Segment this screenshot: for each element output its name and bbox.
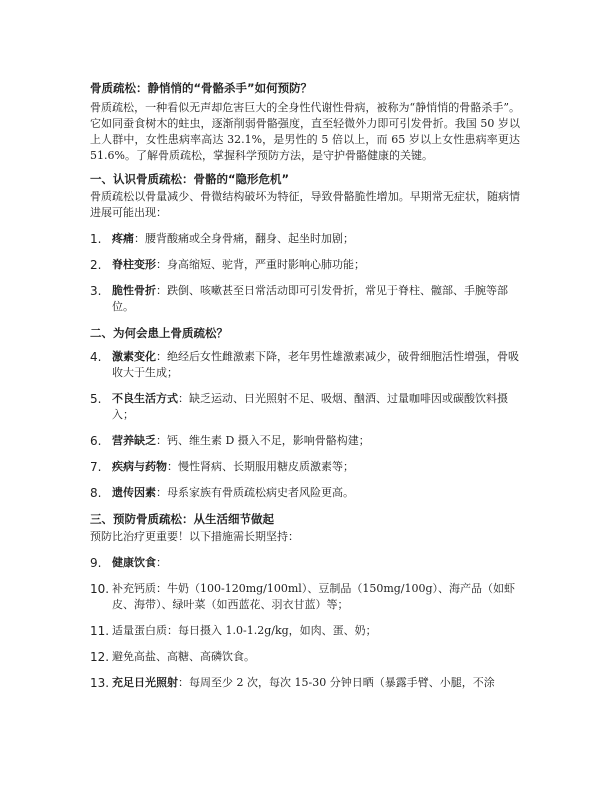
list-term: 脆性骨折 [112, 284, 156, 297]
list-item [90, 433, 520, 449]
list-text: ：腰背酸痛或全身骨痛，翻身、起坐时加剧； [134, 232, 354, 245]
list-number: 1. [90, 232, 102, 246]
section3-intro: 预防比治疗更重要！以下措施需长期坚持： [90, 530, 299, 543]
list-number: 12. [90, 650, 110, 664]
list-item [90, 391, 520, 423]
list-term: 健康饮食 [112, 556, 156, 569]
list-number: 2. [90, 258, 102, 272]
intro-paragraph: 骨质疏松，一种看似无声却危害巨大的全身性代谢性骨病，被称为“静悄悄的骨骼杀手”。它如同蚕食树木的蛀虫，逐渐削弱骨骼强度，直至轻微外力即可引发骨折。我国 50 岁以上人群中，女性患病率高达 32.1%，是男性的 5 倍以上，而 65 岁以上女性患病率更达 51.6%。了解骨质疏松，掌握科学预防方法，是守护骨骼健康的关键。 [90, 101, 520, 162]
symptom-list [90, 231, 520, 315]
list-text: ：绝经后女性雌激素下降，老年男性雄激素减少，破骨细胞活性增强，骨吸收大于生成； [112, 350, 519, 379]
list-text: ：钙、维生素 D 摄入不足，影响骨骼构建； [156, 434, 370, 447]
document-title: 骨质疏松：静悄悄的“骨骼杀手”如何预防？ [90, 81, 313, 95]
section-heading-3: 三、预防骨质疏松：从生活细节做起 [90, 512, 274, 526]
list-text: ：跌倒、咳嗽甚至日常活动即可引发骨折，常见于脊柱、髋部、手腕等部位。 [112, 284, 508, 313]
list-item [90, 257, 520, 273]
list-text: ：慢性肾病、长期服用糖皮质激素等； [167, 460, 354, 473]
list-item [90, 581, 520, 613]
list-term: 充足日光照射 [112, 676, 178, 689]
cause-list [90, 349, 520, 501]
section1-intro: 骨质疏松以骨量减少、骨微结构破坏为特征，导致骨骼脆性增加。早期常无症状，随病情进展可能出现： [90, 190, 520, 219]
list-item [90, 349, 520, 381]
list-number: 13. [90, 676, 110, 690]
list-text: 补充钙质：牛奶（100-120mg/100ml）、豆制品（150mg/100g）、海产品（如虾皮、海带）、绿叶菜（如西蓝花、羽衣甘蓝）等； [112, 582, 516, 611]
list-text: ： [156, 556, 167, 569]
list-text: ：缺乏运动、日光照射不足、吸烟、酗酒、过量咖啡因或碳酸饮料摄入； [112, 392, 508, 421]
list-item [90, 283, 520, 315]
list-item [90, 623, 520, 639]
list-text: 适量蛋白质：每日摄入 1.0-1.2g/kg，如肉、蛋、奶； [112, 624, 377, 637]
list-text: 避免高盐、高糖、高磷饮食。 [112, 650, 255, 663]
list-text: ：母系家族有骨质疏松病史者风险更高。 [156, 486, 354, 499]
list-term: 遗传因素 [112, 486, 156, 499]
list-number: 9. [90, 556, 102, 570]
list-number: 5. [90, 392, 102, 406]
list-term: 不良生活方式 [112, 392, 178, 405]
list-term: 激素变化 [112, 350, 156, 363]
list-term: 疾病与药物 [112, 460, 167, 473]
list-number: 8. [90, 486, 102, 500]
list-item [90, 231, 520, 247]
list-number: 6. [90, 434, 102, 448]
list-item [90, 675, 520, 691]
list-number: 7. [90, 460, 102, 474]
list-item [90, 485, 520, 501]
list-number: 3. [90, 284, 102, 298]
list-text: ：每周至少 2 次，每次 15-30 分钟日晒（暴露手臂、小腿，不涂 [178, 676, 495, 689]
list-text: ：身高缩短、驼背，严重时影响心肺功能； [156, 258, 365, 271]
list-number: 10. [90, 582, 110, 596]
section-heading-2: 二、为何会患上骨质疏松？ [90, 326, 228, 340]
list-term: 疼痛 [112, 232, 134, 245]
list-item [90, 649, 520, 665]
list-term: 脊柱变形 [112, 258, 156, 271]
list-number: 4. [90, 350, 102, 364]
list-item [90, 555, 520, 571]
section-heading-1: 一、认识骨质疏松：骨骼的“隐形危机” [90, 172, 290, 186]
list-item [90, 459, 520, 475]
list-term: 营养缺乏 [112, 434, 156, 447]
prevention-list [90, 555, 520, 691]
list-number: 11. [90, 624, 110, 638]
